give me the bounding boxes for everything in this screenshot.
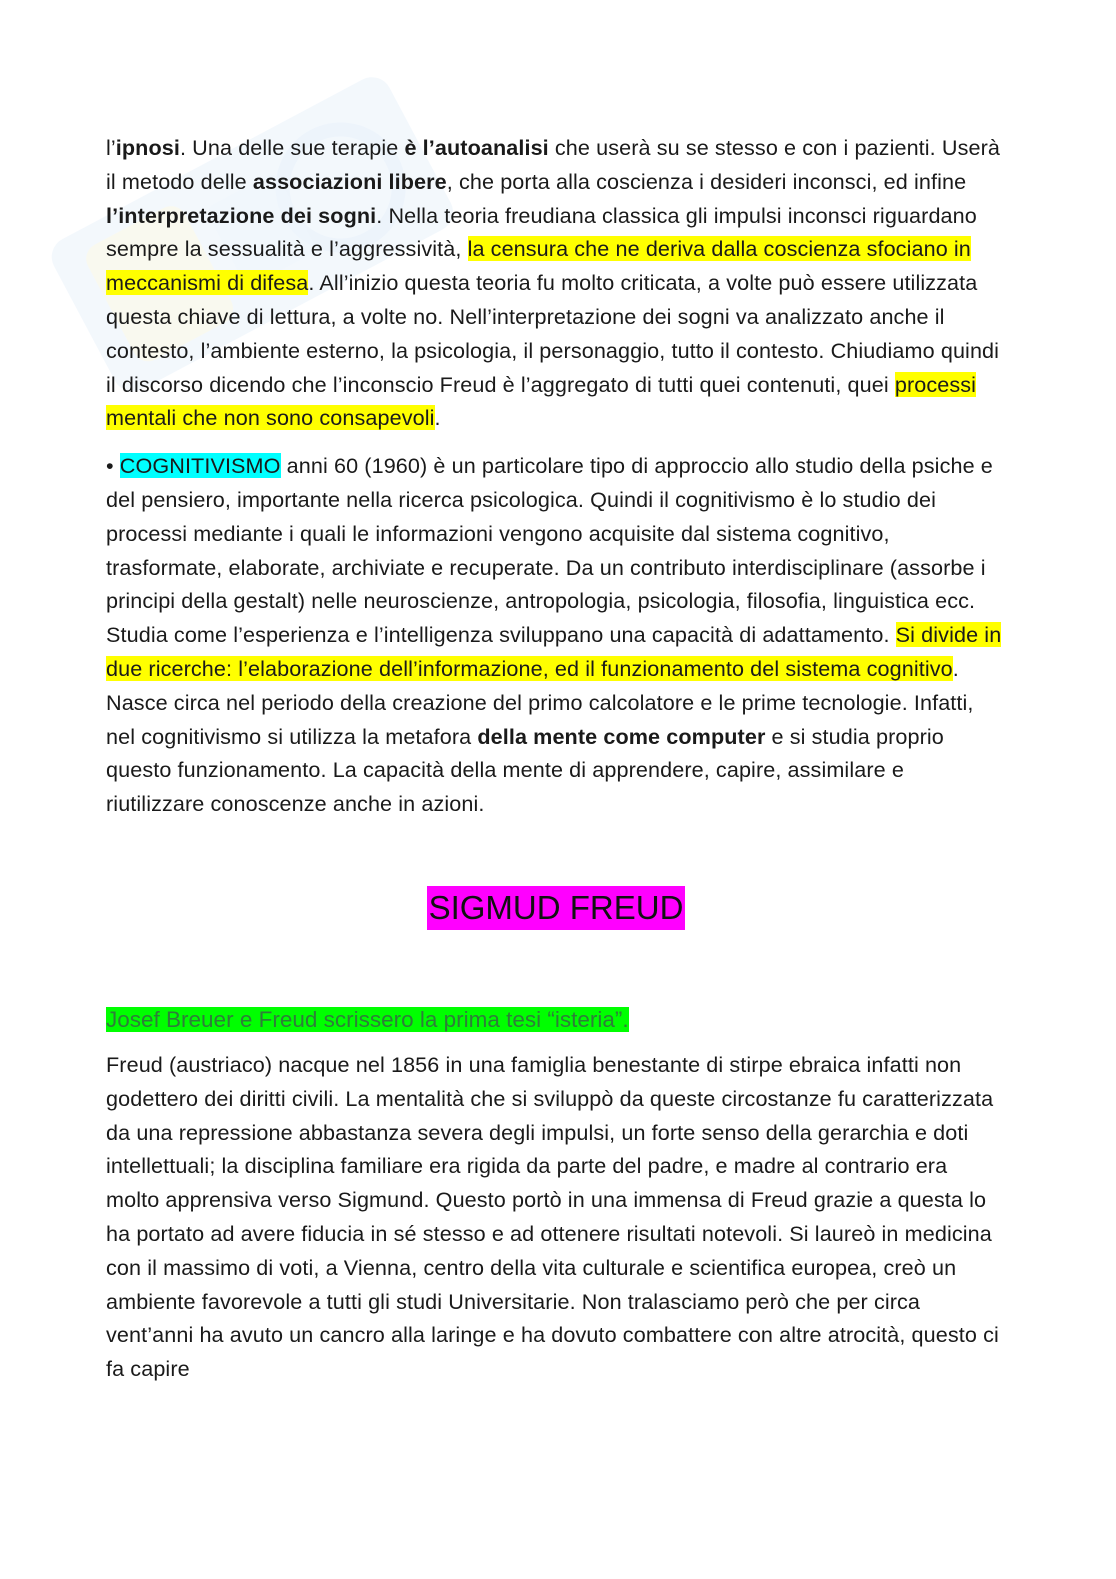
- term-associazioni-libere: associazioni libere: [252, 168, 447, 194]
- bullet: •: [106, 453, 114, 479]
- highlight-due-ricerche: Si divide in due ricerche: l’elaborazione dell’informazione, ed il funzionamento del sistema cognitivo: [106, 622, 1002, 681]
- highlight-processi-mentali: processi mentali che non sono consapevoli: [106, 371, 977, 431]
- highlight-cognitivismo: COGNITIVISMO: [119, 453, 281, 479]
- term-ipnosi: ipnosi: [115, 135, 180, 160]
- section-title: SIGMUD FREUD: [427, 886, 686, 930]
- paragraph-cognitivismo: • COGNITIVISMO anni 60 (1960) è un particolare tipo di approccio allo studio della psiche e del pensiero, importante nella ricerca psicologica. Quindi il cognitivismo è lo studio dei processi mediante i quali le informazioni vengono acquisite dal sistema cognitivo, trasformate, elaborate, archiviate e recuperate. Da un contributo interdisciplinare (assorbe i principi della gestalt) nelle neuroscienze, antropologia, psicologia, filosofia, linguistica ecc. Studia come l’esperienza e l’intelligenza sviluppano una capacità di adattamento. Si divide in due ricerche: l’elaborazione dell’informazione, ed il funzionamento del sistema cognitivo. Nasce circa nel periodo della creazione del primo calcolatore e le prime tecnologie. Infatti, nel cognitivismo si utilizza la metafora della mente come computer e si studia proprio questo funzionamento. La capacità della mente di apprendere, capire, assimilare e riutilizzare conoscenze anche in azioni.: [106, 453, 1002, 817]
- highlight-censura: la censura che ne deriva dalla coscienza sfociano in meccanismi di difesa: [106, 236, 971, 296]
- term-autoanalisi: è l’autoanalisi: [404, 135, 549, 160]
- term-mente-computer: della mente come computer: [477, 723, 766, 749]
- subheading-isteria: Josef Breuer e Freud scrissero la prima tesi “isteria”.: [106, 1006, 629, 1032]
- paragraph-freud-bio: Freud (austriaco) nacque nel 1856 in una famiglia benestante di stirpe ebraica infatti non godettero dei diritti civili. La mentalità che si sviluppò da queste circostanze fu caratterizzata da una repressione abbastanza severa degli impulsi, un forte senso della gerarchia e doti intellettuali; la disciplina familiare era rigida da parte del padre, e madre al contrario era molto apprensiva verso Sigmund. Questo portò in una immensa di Freud grazie a questa lo ha portato ad avere fiducia in sé stesso e ad ottenere risultati notevoli. Si laureò in medicina con il massimo di voti, a Vienna, centro della vita culturale e scientifica europea, creò un ambiente favorevole a tutti gli studi Universitarie. Non tralasciamo però che per circa vent’anni ha avuto un cancro alla laringe e ha dovuto combattere con altre atrocità, questo ci fa capire: [106, 1051, 999, 1382]
- term-interpretazione-sogni: l’interpretazione dei sogni: [106, 202, 377, 228]
- page-content: [106, 131, 1006, 1386]
- paragraph-psychoanalysis: l’ipnosi. Una delle sue terapie è l’autoanalisi che userà su se stesso e con i pazienti. Userà il metodo delle associazioni libere, che porta alla coscienza i desideri inconsci, ed infine l’interpretazione dei sogni. Nella teoria freudiana classica gli impulsi inconsci riguardano sempre la sessualità e l’aggressività, la censura che ne deriva dalla coscienza sfociano in meccanismi di difesa. All’inizio questa teoria fu molto criticata, a volte può essere utilizzata questa chiave di lettura, a volte no. Nell’interpretazione dei sogni va analizzato anche il contesto, l’ambiente esterno, la psicologia, il personaggio, tutto il contesto. Chiudiamo quindi il discorso dicendo che l’inconscio Freud è l’aggregato di tutti quei contenuti, quei processi mentali che non sono consapevoli.: [106, 135, 1000, 431]
